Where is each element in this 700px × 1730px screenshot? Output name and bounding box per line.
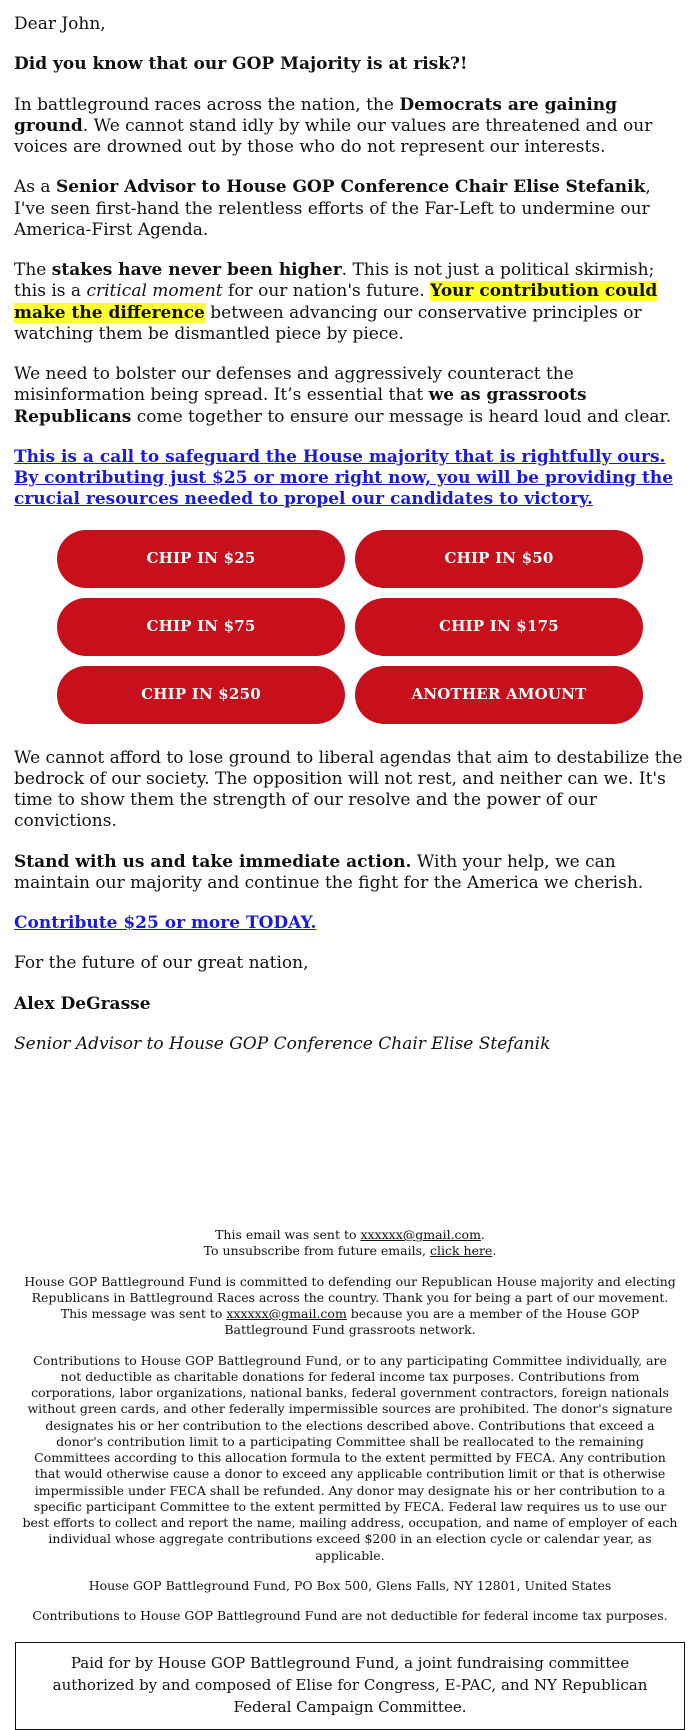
contribute-paragraph (14, 913, 686, 934)
paragraph-6-text: With your help, we can maintain our majority and continue the fight for the America we cherish. (14, 851, 644, 893)
chip-in-25-button[interactable]: CHIP IN $25 (57, 530, 345, 588)
paragraph-1 (14, 95, 686, 159)
footer-unsubscribe-period: . (492, 1243, 497, 1259)
footer-commitment (22, 1274, 678, 1339)
paragraph-2 (14, 177, 686, 241)
contribute-today-link[interactable]: Contribute $25 or more TODAY. (14, 913, 317, 933)
paragraph-4-bold: we as grassroots Republicans (14, 385, 587, 427)
footer-email-link[interactable]: xxxxxx@gmail.com (360, 1227, 481, 1242)
footer-sent-to (22, 1227, 678, 1260)
footer-legal-disclaimer: Contributions to House GOP Battleground Fund, or to any participating Committee individually, are not deductible as charitable donations for federal income tax purposes. Contributions from corporations, labor organizations, national banks, federal government contractors, foreign nationals without green cards, and other federally impermissible sources are prohibited. The donor's signature designates his or her contribution to the elections described above. Contributions that exceed a donor's contribution limit to a participating Committee shall be reallocated to the remaining Committees according to this allocation formula to the extent permitted by FECA. Any contribution that would otherwise cause a donor to exceed any applicable contribution limit or that is otherwise impermissible under FECA shall be refunded. Any donor may designate his or her contribution to a specific participant Committee to the extent permitted by FECA. Federal law requires us to use our best efforts to collect and report the name, mailing address, occupation, and name of employer of each individual whose aggregate contributions exceed $200 in an election cycle or calendar year, as applicable. (22, 1352, 678, 1563)
chip-in-50-button[interactable]: CHIP IN $50 (355, 530, 643, 588)
closing: For the future of our great nation, (14, 953, 309, 974)
footer-sent-to-period: . (480, 1227, 485, 1242)
headline: Did you know that our GOP Majority is at risk?! (14, 54, 468, 75)
footer-address: House GOP Battleground Fund, PO Box 500, Glens Falls, NY 12801, United States (88, 1577, 612, 1593)
footer-sent-to-text: This email was sent to (215, 1227, 361, 1242)
chip-in-175-button[interactable]: CHIP IN $175 (355, 598, 643, 656)
paragraph-6-bold: Stand with us and take immediate action. (14, 851, 412, 872)
paid-for-box: Paid for by House GOP Battleground Fund, a joint fundraising committee authorized by and composed of Elise for Congress, E-PAC, and NY Republican Federal Campaign Committee. (15, 1642, 685, 1729)
paragraph-3-text-3: for our nation's future. (222, 281, 431, 302)
chip-in-250-button[interactable]: CHIP IN $250 (57, 666, 345, 724)
paragraph-3-text-end: between advancing our conservative principles or watching them be dismantled piece by piece. (14, 302, 642, 344)
another-amount-button[interactable]: ANOTHER AMOUNT (355, 666, 643, 724)
unsubscribe-link[interactable]: click here (429, 1243, 493, 1259)
signature-title: Senior Advisor to House GOP Conference Chair Elise Stefanik (14, 1033, 551, 1054)
footer-unsubscribe-text: To unsubscribe from future emails, (203, 1243, 430, 1259)
paragraph-4 (14, 364, 686, 428)
email-footer (0, 1227, 700, 1624)
footer-not-deductible: Contributions to House GOP Battleground Fund are not deductible for federal income tax purposes. (32, 1608, 668, 1623)
paragraph-2-text-end: , I've seen first-hand the relentless efforts of the Far-Left to undermine our America-First Agenda. (14, 177, 651, 240)
paragraph-3 (14, 260, 686, 345)
signature-name: Alex DeGrasse (14, 993, 151, 1014)
paragraph-5: We cannot afford to lose ground to liberal agendas that aim to destabilize the bedrock of our society. The opposition will not rest, and neither can we. It's time to show them the strength of our resolve and the power of our convictions. (14, 747, 683, 832)
paragraph-2-bold: Senior Advisor to House GOP Conference Chair Elise Stefanik (55, 177, 646, 198)
paragraph-1-bold: Democrats are gaining ground (14, 94, 618, 136)
paragraph-4-text: We need to bolster our defenses and aggressively counteract the misinformation being spread. It’s essential that (14, 364, 574, 406)
safeguard-majority-link[interactable]: This is a call to safeguard the House majority that is rightfully ours. By contributing just $25 or more right now, you will be providing the crucial resources needed to propel our candidates to victory. (14, 446, 674, 510)
paragraph-1-text-end: . We cannot stand idly by while our values are threatened and our voices are drowned out by those who do not represent our interests. (14, 115, 653, 157)
paragraph-3-text-2: . This is not just a political skirmish; this is a (14, 260, 655, 302)
chip-in-75-button[interactable]: CHIP IN $75 (57, 598, 345, 656)
highlighted-text: Your contribution could make the difference (14, 281, 658, 323)
paragraph-1-text: In battleground races across the nation, the (14, 94, 400, 115)
footer-commitment-email-link[interactable]: xxxxxx@gmail.com (226, 1306, 347, 1321)
paragraph-3-bold: stakes have never been higher (51, 260, 342, 280)
donation-buttons (14, 530, 686, 724)
footer-commitment-text-end: because you are a member of the House GOP Battleground Fund grassroots network. (224, 1306, 640, 1338)
cta-paragraph (14, 447, 686, 511)
paragraph-6 (14, 852, 686, 895)
footer-commitment-text: House GOP Battleground Fund is committed to defending our Republican House majority and electing Republicans in Battleground Races across the country. Thank you for being a part of our movement. This message was sent to (24, 1273, 676, 1321)
paragraph-2-text: As a (14, 177, 56, 198)
paragraph-3-text: The (14, 260, 52, 280)
paragraph-4-text-end: come together to ensure our message is heard loud and clear. (131, 406, 672, 427)
greeting: Dear John, (14, 14, 106, 34)
paragraph-3-italic: critical moment (86, 281, 223, 302)
